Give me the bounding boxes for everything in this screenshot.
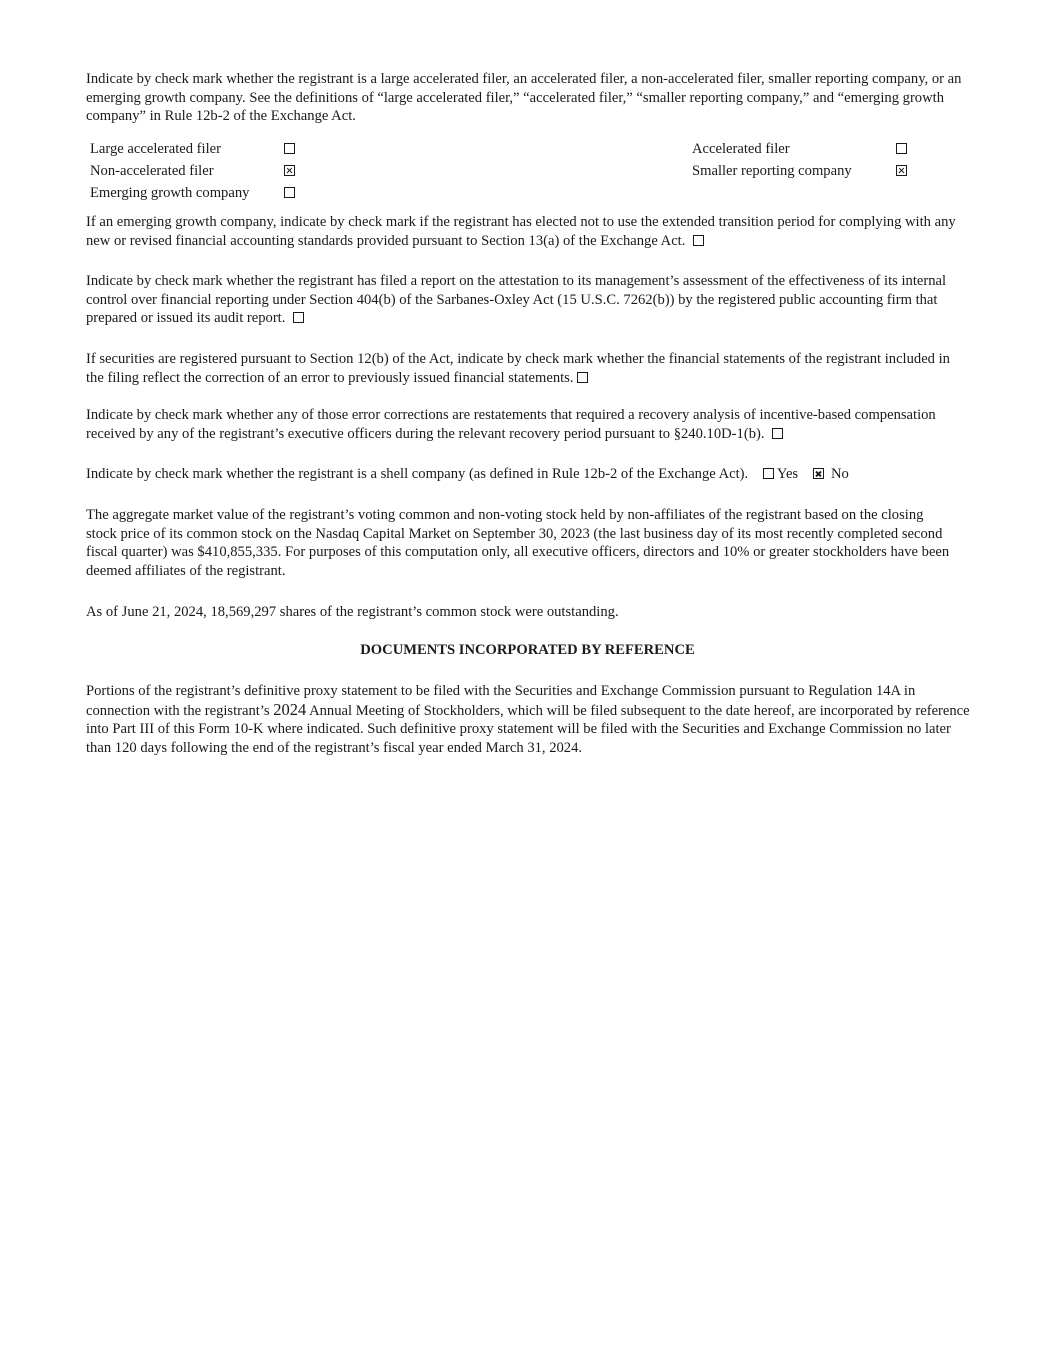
smaller-reporting-company-label: Smaller reporting company <box>692 162 852 179</box>
error-correction-text: If securities are registered pursuant to Section 12(b) of the Act, indicate by check mark whether the financial statements of the registrant included in the filing reflect the correction of an error to previously issued financial statements. <box>86 351 950 386</box>
meeting-year: 2024 <box>273 699 307 719</box>
market-value-paragraph: The aggregate market value of the registrant’s voting common and non-voting stock held by non-affiliates of the registrant based on the closing stock price of its common stock on the Nasdaq Capital Market on September 30, 2023 (the last business day of its most recently completed second fiscal quarter) was $410,855,335. For purposes of this computation only, all executive officers, directors and 10% or greater stockholders have been deemed affiliates of the registrant. <box>86 507 950 579</box>
shell-yes-checkbox[interactable] <box>763 468 774 479</box>
smaller-reporting-company-checkbox[interactable] <box>896 165 907 176</box>
error-correction-paragraph <box>86 350 956 387</box>
transition-period-paragraph <box>86 213 976 250</box>
transition-period-checkbox[interactable] <box>693 235 704 246</box>
attestation-paragraph <box>86 272 961 328</box>
shell-company-paragraph <box>86 465 976 484</box>
accelerated-filer-label: Accelerated filer <box>692 140 790 157</box>
filer-row <box>86 138 946 160</box>
large-accelerated-filer-checkbox[interactable] <box>284 143 295 154</box>
emerging-growth-company-label: Emerging growth company <box>90 184 250 201</box>
error-correction-checkbox[interactable] <box>577 372 588 383</box>
filer-intro-paragraph: Indicate by check mark whether the registrant is a large accelerated filer, an accelerated filer, a non-accelerated filer, smaller reporting company, or an emerging growth company. See the definitions of “large accelerated filer,” “accelerated filer,” “smaller reporting company,” and “emerging growth company” in Rule 12b-2 of the Exchange Act. <box>86 71 962 125</box>
attestation-checkbox[interactable] <box>293 312 304 323</box>
restatement-paragraph <box>86 406 961 443</box>
shell-no-label: No <box>831 466 849 482</box>
filer-row <box>86 182 946 204</box>
attestation-text: Indicate by check mark whether the registrant has filed a report on the attestation to its management’s assessment of the effectiveness of its internal control over financial reporting under Section 404(b) of the Sarbanes-Oxley Act (15 U.S.C. 7262(b)) by the registered public accounting firm that prepared or issued its audit report. <box>86 273 947 327</box>
restatement-checkbox[interactable] <box>772 428 783 439</box>
documents-paragraph <box>86 682 971 757</box>
shell-company-text: Indicate by check mark whether the registrant is a shell company (as defined in Rule 12b-2 of the Exchange Act). <box>86 466 749 482</box>
shell-no-checkbox[interactable] <box>813 468 824 479</box>
documents-text-before: Portions of the registrant’s definitive proxy statement to be filed with the Securities and Exchange Commission pursuant to Regulation 14A in connection with the registrant’s <box>86 683 916 719</box>
filer-status-table <box>86 138 946 204</box>
accelerated-filer-checkbox[interactable] <box>896 143 907 154</box>
shares-outstanding-paragraph: As of June 21, 2024, 18,569,297 shares of the registrant’s common stock were outstanding. <box>86 604 619 620</box>
documents-heading: DOCUMENTS INCORPORATED BY REFERENCE <box>360 642 695 658</box>
shell-yes-label: Yes <box>776 466 799 482</box>
filer-row <box>86 160 946 182</box>
non-accelerated-filer-checkbox[interactable] <box>284 165 295 176</box>
non-accelerated-filer-label: Non-accelerated filer <box>90 162 214 179</box>
transition-period-text: If an emerging growth company, indicate by check mark if the registrant has elected not to use the extended transition period for complying with any new or revised financial accounting standards provided pursuant to Section 13(a) of the Exchange Act. <box>86 214 956 249</box>
documents-text-after: Annual Meeting of Stockholders, which will be filed subsequent to the date hereof, are incorporated by reference into Part III of this Form 10-K where indicated. Such definitive proxy statement will be filed with the Securities and Exchange Commission no later than 120 days following the end of the registrant’s fiscal year ended March 31, 2024. <box>86 702 970 756</box>
large-accelerated-filer-label: Large accelerated filer <box>90 140 221 157</box>
emerging-growth-company-checkbox[interactable] <box>284 187 295 198</box>
restatement-text: Indicate by check mark whether any of those error corrections are restatements that required a recovery analysis of incentive-based compensation received by any of the registrant’s executive officers during the relevant recovery period pursuant to §240.10D-1(b). <box>86 407 936 442</box>
